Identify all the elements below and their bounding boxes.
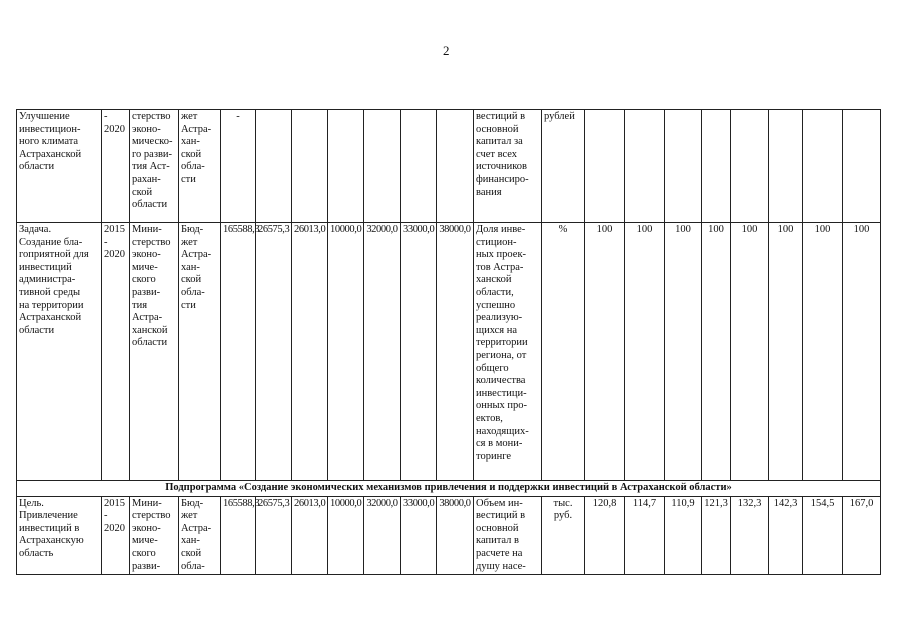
executor-cell: Мини- стерство эконо- миче- ского разви- тия Астра- ханской области — [130, 223, 179, 481]
executor-cell: стерство эконо- мическо- го разви- тия Аст- рахан- ской области — [130, 110, 179, 223]
funding-source-cell: жет Астра- хан- ской обла- сти — [179, 110, 221, 223]
amount-cell: 26013,0 — [292, 223, 328, 481]
unit-cell: % — [542, 223, 585, 481]
target-cell: 100 — [803, 223, 843, 481]
years-cell: 2015 - 2020 — [102, 496, 130, 575]
table-row — [17, 110, 881, 223]
indicator-cell: вестиций в основной капитал за счет всех источников финансиро- вания — [474, 110, 542, 223]
target-cell: 110,9 — [665, 496, 702, 575]
amount-cell — [292, 110, 328, 223]
amount-cell: 38000,0 — [437, 496, 474, 575]
amount-cell: 33000,0 — [401, 223, 437, 481]
amount-cell: 10000,0 — [328, 223, 364, 481]
subprogram-row — [17, 481, 881, 497]
unit-cell: рублей — [542, 110, 585, 223]
target-cell: 100 — [625, 223, 665, 481]
years-cell: - 2020 — [102, 110, 130, 223]
page-number: 2 — [443, 43, 450, 58]
table-row — [17, 496, 881, 575]
target-cell: 100 — [665, 223, 702, 481]
amount-cell: 165588,3 — [221, 496, 256, 575]
amount-cell: 165588,3 — [221, 223, 256, 481]
amount-cell: 32000,0 — [364, 223, 401, 481]
amount-cell: 38000,0 — [437, 223, 474, 481]
target-cell — [731, 110, 769, 223]
table-row — [17, 223, 881, 481]
amount-cell: 10000,0 — [328, 496, 364, 575]
target-cell: 100 — [731, 223, 769, 481]
target-cell: 114,7 — [625, 496, 665, 575]
amount-cell: 26575,3 — [256, 223, 292, 481]
target-cell — [702, 110, 731, 223]
event-name-cell: Цель. Привлечение инвестиций в Астраханскую область — [17, 496, 102, 575]
executor-cell: Мини- стерство эконо- миче- ского разви- — [130, 496, 179, 575]
amount-cell: 32000,0 — [364, 496, 401, 575]
target-cell — [769, 110, 803, 223]
target-cell: 120,8 — [585, 496, 625, 575]
target-cell: 100 — [585, 223, 625, 481]
funding-source-cell: Бюд- жет Астра- хан- ской обла- — [179, 496, 221, 575]
years-cell: 2015 - 2020 — [102, 223, 130, 481]
amount-cell — [401, 110, 437, 223]
indicator-cell: Объем ин- вестиций в основной капитал в расчете на душу насе- — [474, 496, 542, 575]
target-cell: 154,5 — [803, 496, 843, 575]
target-cell: 132,3 — [731, 496, 769, 575]
target-cell: 100 — [769, 223, 803, 481]
target-cell: 121,3 — [702, 496, 731, 575]
funding-source-cell: Бюд- жет Астра- хан- ской обла- сти — [179, 223, 221, 481]
target-cell: 100 — [843, 223, 881, 481]
indicator-cell: Доля инве- стицион- ных проек- тов Астра- ханской области, успешно реализую- щихся на территории региона, от общего количества инвестици- онных про- ектов, находящих- ся в мони- торинге — [474, 223, 542, 481]
amount-cell: 26575,3 — [256, 496, 292, 575]
target-cell — [585, 110, 625, 223]
amount-cell: 26013,0 — [292, 496, 328, 575]
target-cell: 167,0 — [843, 496, 881, 575]
target-cell — [843, 110, 881, 223]
target-cell — [665, 110, 702, 223]
amount-cell: 33000,0 — [401, 496, 437, 575]
amount-cell — [328, 110, 364, 223]
subprogram-title: Подпрограмма «Создание экономических механизмов привлечения и поддержки инвестиций в Астраханской области» — [17, 481, 881, 497]
amount-cell — [437, 110, 474, 223]
amount-cell: - — [221, 110, 256, 223]
amount-cell — [364, 110, 401, 223]
target-cell — [803, 110, 843, 223]
program-table — [16, 109, 881, 575]
unit-cell: тыс. руб. — [542, 496, 585, 575]
target-cell: 142,3 — [769, 496, 803, 575]
event-name-cell: Задача. Создание бла- гоприятной для инвестиций администра- тивной среды на территории Астраханской области — [17, 223, 102, 481]
event-name-cell: Улучшение инвестицион- ного климата Астраханской области — [17, 110, 102, 223]
amount-cell — [256, 110, 292, 223]
target-cell: 100 — [702, 223, 731, 481]
target-cell — [625, 110, 665, 223]
